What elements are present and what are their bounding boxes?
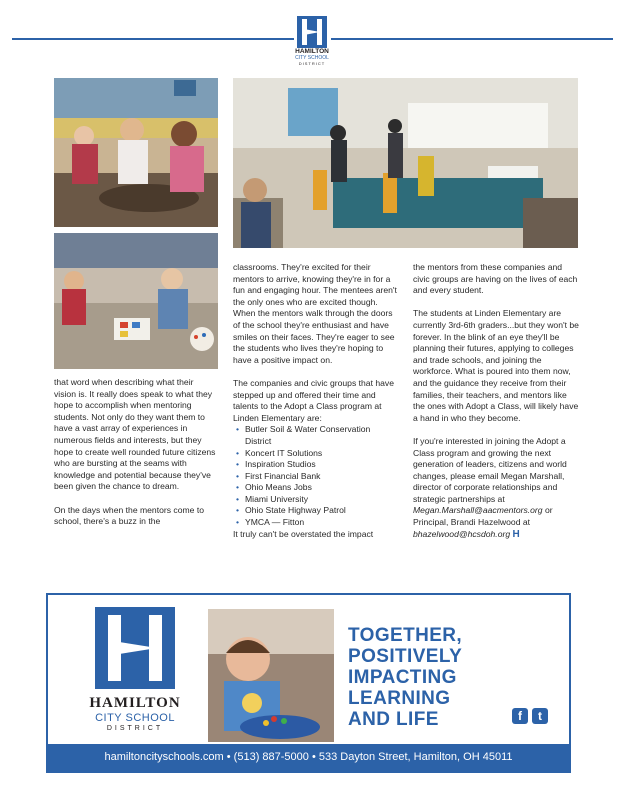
photo-students-table <box>54 78 218 227</box>
col1-paragraph-1: that word when describing what their vision is. It really does speak to what they hope to accomplish when mentoring students. Not only do they want them to have a vast array of experiences in numerous fields and interests, but they hope to create well rounded future citizens who are bursting at the seams with knowledge and potential because they've been given the chance to dream. <box>54 377 216 492</box>
header-logo-word: HAMILTON <box>295 48 329 55</box>
article-column-2 <box>233 262 398 552</box>
col2-paragraph-1: classrooms. They're excited for their mentors to arrive, knowing they're in for a fun and engaging hour. The mentees aren't the only ones who are excited though. When the mentors walk through the doors of the school they're enthusiast and have smiles on their faces. They're eager to see the students who lives they're hoping to have a positive impact on. <box>233 262 397 365</box>
col3-contact-text-2: or Principal, Brandi Hazelwood at <box>413 505 553 528</box>
partner-item: • Ohio Means Jobs <box>245 482 398 494</box>
partner-item: • First Financial Bank <box>245 471 398 483</box>
banner-logo-word: HAMILTON <box>89 695 181 711</box>
col3-paragraph-1: the mentors from these companies and civic groups are having on the lives of each and every student. <box>413 262 578 296</box>
col3-contact-text: If you're interested in joining the Adopt a Class program and growing the next generation of leaders, citizens and world changes, please email Megan Marshall, director of corporate relationships and strategic partnerships at <box>413 435 567 504</box>
col1-paragraph-2: On the days when the mentors come to school, there's a buzz in the <box>54 504 204 527</box>
facebook-icon[interactable]: f <box>512 708 528 724</box>
header-logo <box>293 16 331 76</box>
district-banner <box>46 593 571 773</box>
tagline-line: POSITIVELY <box>348 646 463 667</box>
banner-photo-child <box>208 609 334 742</box>
col2-paragraph-3: It truly can't be overstated the impact <box>233 528 374 539</box>
partner-item: • Miami University <box>245 494 398 506</box>
banner-logo-district: DISTRICT <box>106 725 164 732</box>
col3-paragraph-2: The students at Linden Elementary are currently 3rd-6th graders...but they won't be forever. In the blink of an eye they'll be planning their futures, applying to colleges and trade schools, and joining the workforce. What is poured into them now, and the guidance they receive from their families, their teachers, and mentors like the ones with Adopt a Class, will likely have a hand in who they become. <box>413 308 579 423</box>
header-rule-right <box>331 38 613 40</box>
col3-paragraph-3 <box>413 436 579 540</box>
email-brandi-link[interactable]: bhazelwood@hcsdoh.org <box>413 528 511 539</box>
partner-item: • Butler Soil & Water Conservation District <box>245 424 398 447</box>
banner-logo-sub: CITY SCHOOL <box>95 712 175 724</box>
tagline-line: IMPACTING <box>348 667 457 688</box>
partner-list <box>233 424 398 528</box>
header-logo-sub: CITY SCHOOL <box>295 55 329 61</box>
partner-item: • YMCA — Fitton <box>245 517 398 529</box>
banner-footer: hamiltoncityschools.com • (513) 887-5000 • 533 Dayton Street, Hamilton, OH 45011 <box>48 744 569 771</box>
col2-paragraph-2: The companies and civic groups that have stepped up and offered their time and talents to the Adopt a Class program at Linden Elementary are: <box>233 377 394 423</box>
article-column-1 <box>54 377 217 539</box>
photo-crafts-floor <box>54 233 218 369</box>
tagline-line: AND LIFE <box>348 709 439 730</box>
partner-item: • Inspiration Studios <box>245 459 398 471</box>
banner-h-logo-icon <box>95 607 175 689</box>
end-mark-icon: H <box>512 528 520 540</box>
partner-item: • Koncert IT Solutions <box>245 448 398 460</box>
twitter-icon[interactable]: t <box>532 708 548 724</box>
article-column-3 <box>413 262 579 552</box>
email-megan-link[interactable]: Megan.Marshall@aacmentors.org <box>413 505 543 516</box>
banner-logo <box>70 607 200 732</box>
photo-classroom <box>233 78 578 248</box>
header-logo-district: DISTRICT <box>298 61 326 66</box>
tagline-line: LEARNING <box>348 688 451 709</box>
tagline-line: TOGETHER, <box>348 625 463 646</box>
partner-item: • Ohio State Highway Patrol <box>245 505 398 517</box>
h-logo-icon <box>297 16 327 48</box>
header-rule-left <box>12 38 294 40</box>
